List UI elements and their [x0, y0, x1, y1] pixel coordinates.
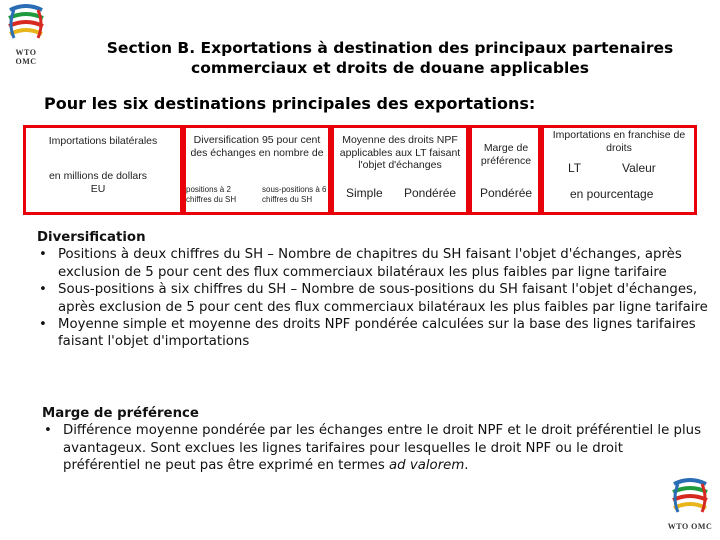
logo-text: WTO OMC	[15, 48, 37, 66]
list-item: • Moyenne simple et moyenne des droits NPF pondérée calculées sur la base des lignes tarifaires faisant l'objet d'importations	[37, 316, 712, 351]
notes-marge	[42, 405, 702, 475]
marge-heading: Marge de préférence	[42, 406, 199, 421]
marge-end: .	[464, 458, 469, 474]
title-line-2: commerciaux et droits de douane applicables	[191, 59, 589, 77]
list-item	[42, 422, 702, 474]
wto-logo-bottom-icon	[664, 478, 716, 518]
col5-sub2: Valeur	[622, 161, 656, 175]
col3-sub1: Simple	[346, 186, 383, 200]
col1-unit: en millions de dollars EU	[48, 170, 148, 195]
col3-sub2: Pondérée	[404, 186, 457, 200]
title-line-1: Section B. Exportations à destination des principaux partenaires	[106, 39, 674, 57]
list-item: • Sous-positions à six chiffres du SH – Nombre de sous-positions du SH faisant l'objet d'échanges, après exclusion de 5 pour cent des flux commerciaux bilatéraux les plus faibles par ligne tarifaire	[37, 281, 712, 316]
marge-italic: ad valorem	[389, 458, 465, 474]
section-subtitle: Pour les six destinations principales des exportations:	[44, 94, 536, 113]
page-title	[100, 38, 680, 78]
diversification-heading: Diversification	[37, 230, 146, 245]
box-moyenne-droits	[331, 125, 469, 215]
col5-sub1: LT	[568, 161, 582, 175]
wto-logo-icon	[4, 4, 48, 44]
col4-header: Marge de préférence	[480, 142, 532, 167]
col5-header: Importations en franchise de droits	[552, 129, 686, 154]
logo-text-bottom: WTO OMC	[667, 522, 713, 531]
marge-text: Différence moyenne pondérée par les échanges entre le droit NPF et le droit préférentiel le plus avantageux. Sont exclues les lignes tarifaires pour lesquelles le droit NPF ou le droit préférentiel ne peut pas être exprimé en termes	[63, 423, 702, 474]
col3-header: Moyenne des droits NPF applicables aux LT faisant l'objet d'échanges	[339, 134, 461, 171]
wto-logo-bottom	[664, 478, 716, 538]
col2-sub2: sous-positions à 6 chiffres du SH	[262, 185, 327, 204]
col2-sub1: positions à 2 chiffres du SH	[186, 185, 237, 204]
col4-sub1: Pondérée	[480, 186, 533, 200]
list-item: • Positions à deux chiffres du SH – Nombre de chapitres du SH faisant l'objet d'échanges, après exclusion de 5 pour cent des flux commerciaux bilatéraux les plus faibles par ligne tarifaire	[37, 246, 712, 281]
box-franchise-droits	[541, 125, 697, 215]
box-importations	[23, 125, 183, 215]
col2-header: Diversification 95 pour cent des échanges en nombre de	[190, 134, 324, 159]
notes-diversification	[37, 229, 712, 351]
diversification-list	[37, 246, 712, 350]
col5-unit: en pourcentage	[570, 187, 654, 201]
col1-header: Importations bilatérales	[48, 135, 158, 147]
box-marge-preference	[469, 125, 541, 215]
box-diversification	[183, 125, 331, 215]
marge-list	[42, 422, 702, 474]
wto-logo	[4, 4, 48, 64]
